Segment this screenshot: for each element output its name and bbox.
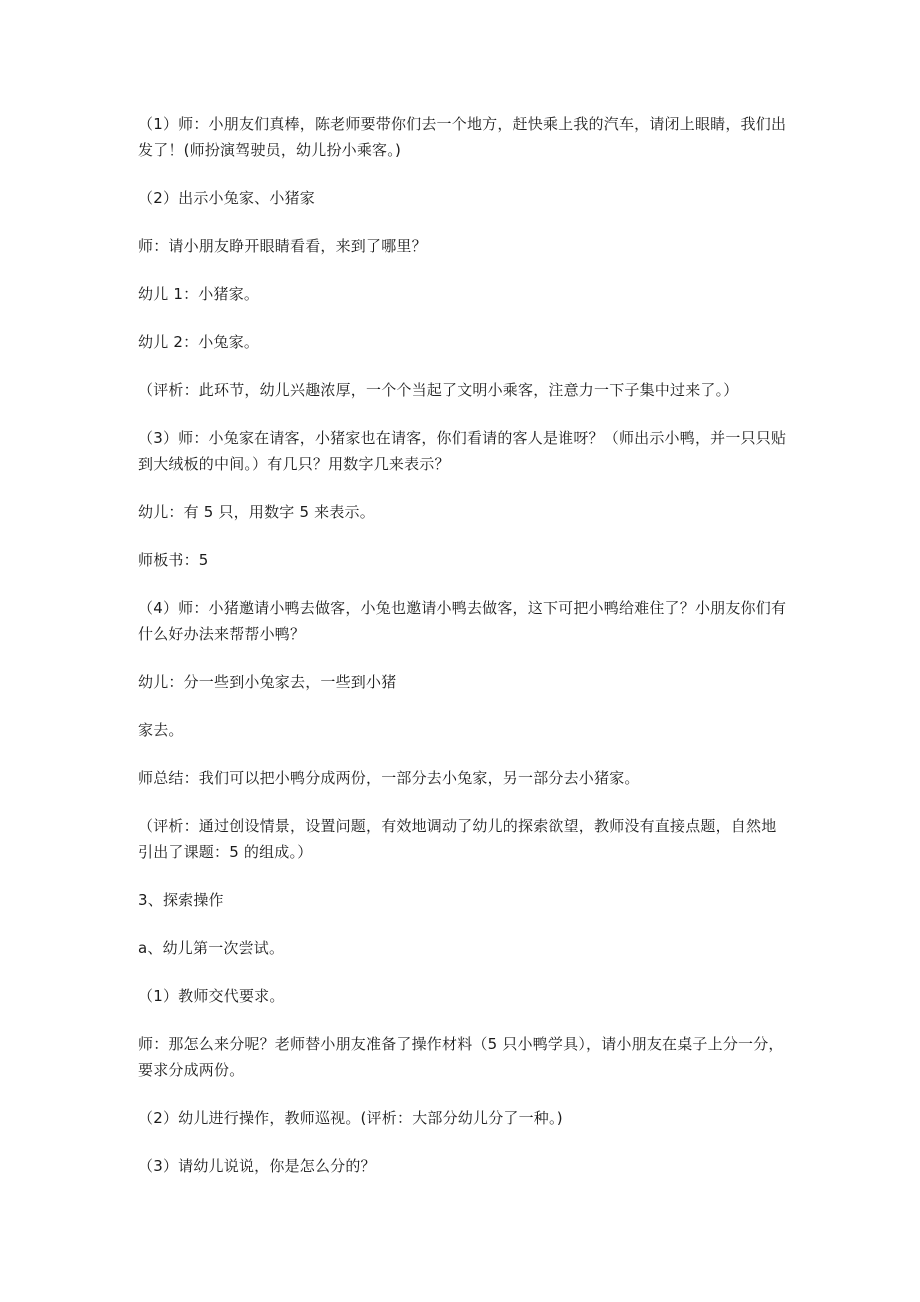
paragraph: 幼儿 1：小猪家。 [138,285,260,303]
paragraph: （2）幼儿进行操作，教师巡视。(评析：大部分幼儿分了一种。) [138,1109,563,1127]
paragraph: （3）请幼儿说说，你是怎么分的？ [138,1157,376,1175]
paragraph: （4）师：小猪邀请小鸭去做客，小兔也邀请小鸭去做客，这下可把小鸭给难住了？小朋友你们有什么好办法来帮帮小鸭？ [138,599,787,643]
paragraph: 家去。 [138,721,184,739]
document-body [138,111,788,1201]
paragraph: （评析：此环节，幼儿兴趣浓厚，一个个当起了文明小乘客，注意力一下子集中过来了。） [138,381,739,399]
paragraph: 师总结：我们可以把小鸭分成两份，一部分去小兔家，另一部分去小猪家。 [138,769,640,787]
paragraph: a、幼儿第一次尝试。 [138,939,285,957]
paragraph: （3）师：小兔家在请客，小猪家也在请客，你们看请的客人是谁呀？（师出示小鸭，并一只只贴到大绒板的中间。）有几只？用数字几来表示？ [138,429,787,473]
section-heading: 3、探索操作 [138,891,224,909]
paragraph: （评析：通过创设情景，设置问题，有效地调动了幼儿的探索欲望，教师没有直接点题，自然地引出了课题：5 的组成。） [138,817,777,861]
paragraph: （2）出示小兔家、小猪家 [138,189,315,207]
paragraph: 师：那怎么来分呢？老师替小朋友准备了操作材料（5 只小鸭学具），请小朋友在桌子上分一分，要求分成两份。 [138,1035,784,1079]
paragraph: （1）师：小朋友们真棒，陈老师要带你们去一个地方，赶快乘上我的汽车，请闭上眼睛，我们出发了！(师扮演驾驶员，幼儿扮小乘客。) [138,115,787,159]
paragraph: 师：请小朋友睁开眼睛看看，来到了哪里？ [138,237,427,255]
paragraph: 师板书：5 [138,551,209,569]
paragraph: 幼儿 2：小兔家。 [138,333,260,351]
paragraph: 幼儿：分一些到小兔家去，一些到小猪 [138,673,397,691]
paragraph: （1）教师交代要求。 [138,987,285,1005]
paragraph: 幼儿：有 5 只，用数字 5 来表示。 [138,503,375,521]
